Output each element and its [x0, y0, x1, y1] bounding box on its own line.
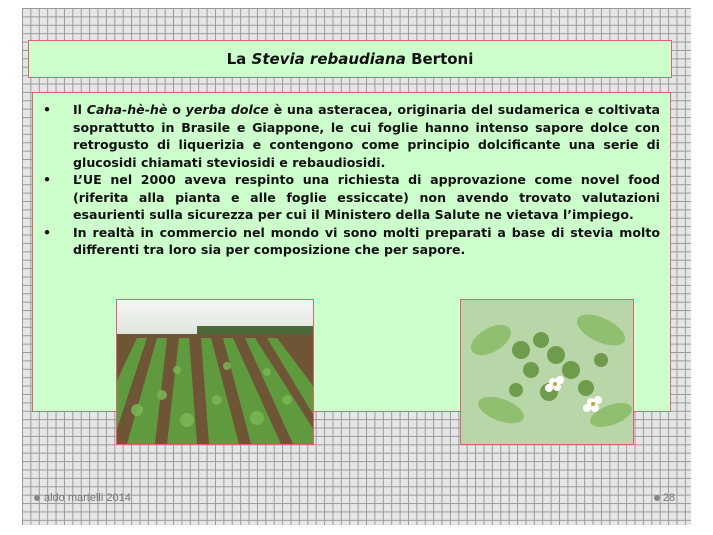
bullet-text: Il	[73, 102, 87, 117]
bullet-item	[43, 224, 660, 259]
bullet-marker: •	[43, 224, 52, 240]
slide	[22, 8, 691, 525]
bullet-marker: •	[43, 172, 52, 187]
title-prefix: La	[226, 50, 252, 68]
bullet-text-italic: yerba dolce	[185, 102, 269, 117]
title-suffix: Bertoni	[405, 50, 474, 68]
page-number	[654, 492, 675, 504]
footer-author	[34, 492, 131, 504]
flower-image	[461, 300, 633, 444]
bullet-text-italic: Caha-hè-hè	[86, 102, 168, 117]
page-number-text: 28	[662, 492, 675, 504]
footer-author-text: aldo martelli 2014	[44, 492, 131, 504]
bullet-item	[43, 101, 660, 171]
bullet-list	[33, 101, 670, 259]
title-italic: Stevia rebaudiana	[251, 50, 406, 68]
bullet-item	[43, 171, 660, 224]
bullet-text: o	[167, 102, 186, 117]
footer-dot-icon	[34, 495, 40, 501]
stevia-flower-photo	[460, 299, 634, 445]
bullet-text: è una asteracea, originaria del sudamerica e coltivata soprattutto in Brasile e Giappone, le cui foglie hanno intenso sapore dolce con retrogusto di liquerizia e contengono come principio dolcificante una serie di glucosidi chiamati steviosidi e rebaudiosidi.	[73, 102, 660, 170]
slide-title	[28, 40, 672, 78]
stevia-field-photo	[116, 299, 314, 445]
bullet-text: L’UE nel 2000 aveva respinto una richiesta di approvazione come novel food (riferita alla pianta e alle foglie essiccate) non avendo trovato valutazioni esaurienti sulla sicurezza per cui il Ministero della Salute ne vietava l’impiego.	[73, 172, 660, 222]
bullet-marker: •	[43, 102, 52, 117]
page-dot-icon	[654, 495, 660, 501]
bullet-text: In realtà in commercio nel mondo vi sono molti preparati a base di stevia molto differenti tra loro sia per composizione che per sapore.	[73, 224, 660, 257]
field-image	[117, 300, 313, 444]
